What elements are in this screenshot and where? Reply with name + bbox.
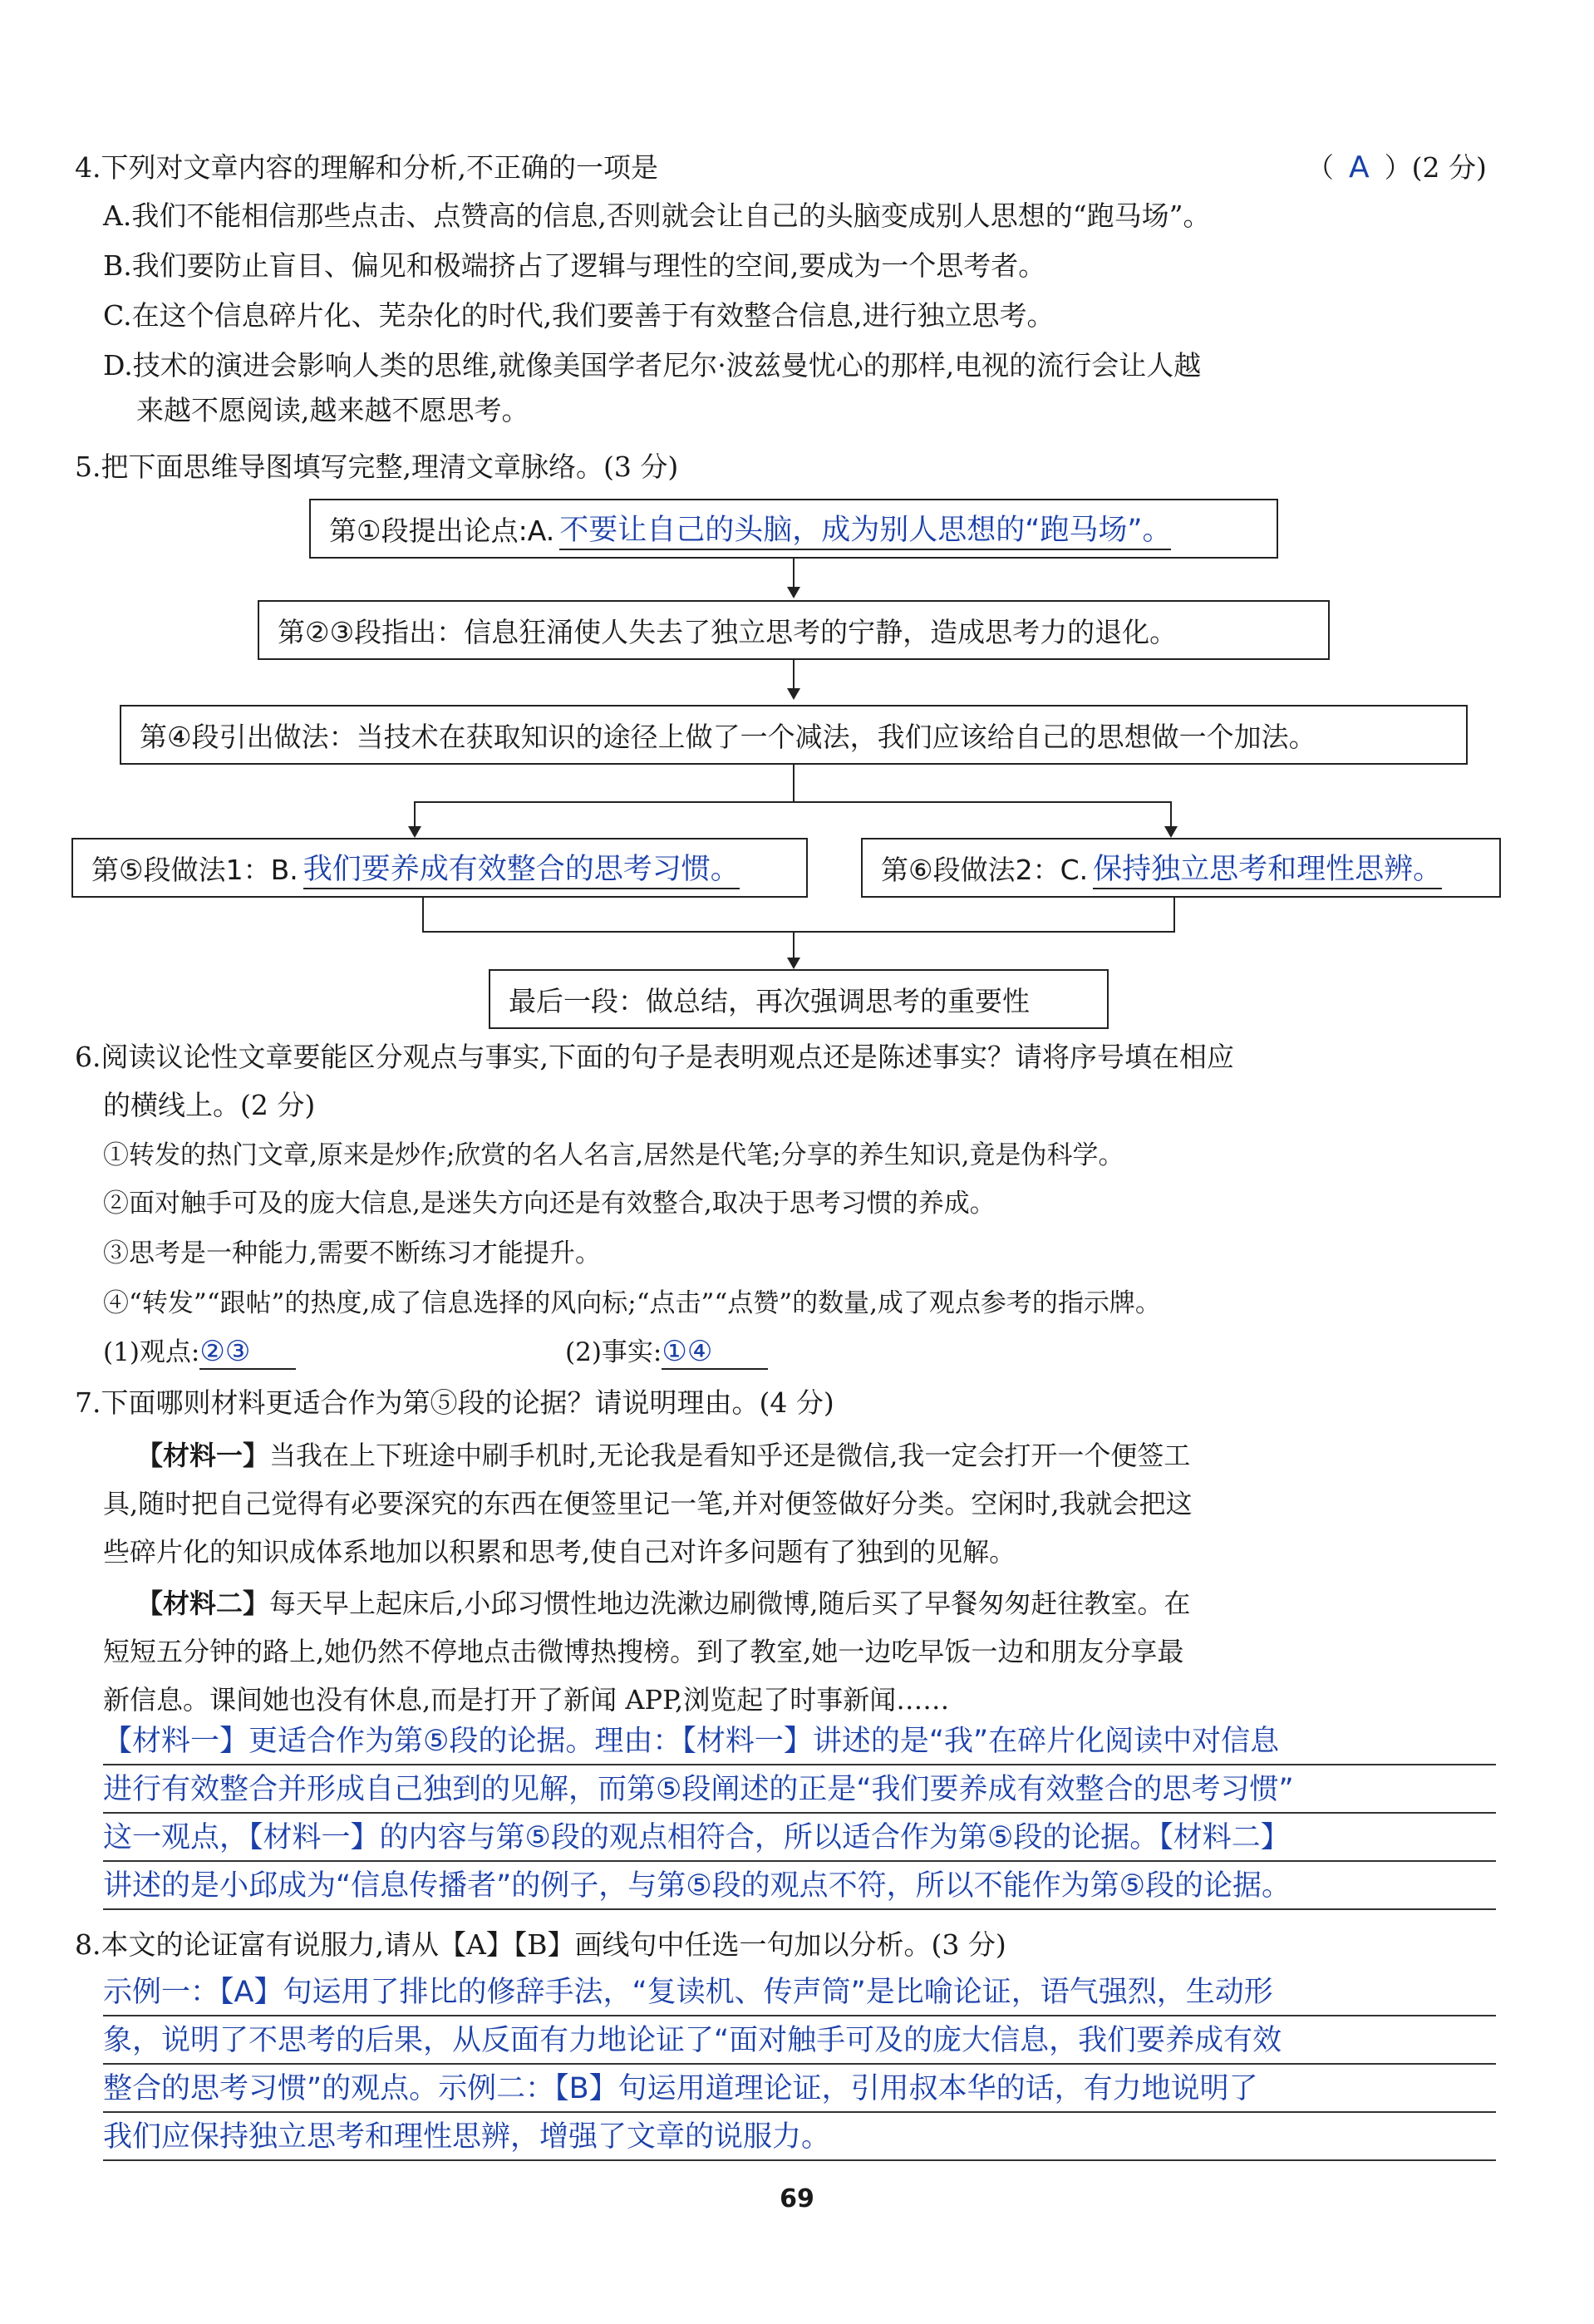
q4-option-c: C.在这个信息碎片化、芜杂化的时代,我们要善于有效整合信息,进行独立思考。: [103, 299, 1055, 332]
box1-answer: 不要让自己的头脑，成为别人思想的“跑马场”。: [559, 507, 1171, 550]
mindmap-box-2: 第②③段指出：信息狂涌使人失去了独立思考的宁静，造成思考力的退化。: [258, 600, 1330, 660]
q6-stem-line2: 的横线上。(2 分): [103, 1089, 316, 1121]
q6-item-3: ③思考是一种能力,需要不断练习才能提升。: [103, 1238, 601, 1268]
q6-fact-label: (2)事实:: [565, 1337, 662, 1367]
q7-answer-line-4: 讲述的是小邱成为“信息传播者”的例子，与第⑤段的观点不符，所以不能作为第⑤段的论据。: [103, 1869, 1291, 1903]
q6-view-answer: ②③: [199, 1335, 296, 1370]
mindmap-box-6: 最后一段：做总结，再次强调思考的重要性: [489, 969, 1109, 1029]
page-number: 69: [780, 2184, 814, 2213]
q8-answer-line-1: 示例一：【A】句运用了排比的修辞手法，“复读机、传声筒”是比喻论证，语气强烈，生动形: [103, 1976, 1273, 2009]
q7-stem: 7.下面哪则材料更适合作为第⑤段的论据？请说明理由。(4 分): [75, 1386, 834, 1419]
q4-option-a: A.我们不能相信那些点击、点赞高的信息,否则就会让自己的头脑变成别人思想的“跑马场”。: [103, 199, 1211, 232]
q7-material-1-line2: 具,随时把自己觉得有必要深究的东西在便签里记一笔,并对便签做好分类。空闲时,我就会把这: [103, 1488, 1193, 1519]
q7-material-2-tag: 【材料二】: [136, 1588, 270, 1619]
q4-answer: A: [1349, 150, 1370, 185]
box5-label: 第⑥段做法2：C.: [881, 853, 1089, 886]
q6-item-4: ④“转发”“跟帖”的热度,成了信息选择的风向标;“点击”“点赞”的数量,成了观点参考的指示牌。: [103, 1288, 1161, 1318]
q4-stem: 4.下列对文章内容的理解和分析,不正确的一项是: [75, 151, 658, 184]
mindmap-box-1: [309, 499, 1278, 559]
q8-answer-line-4: 我们应保持独立思考和理性思辨，增强了文章的说服力。: [103, 2120, 831, 2154]
q8-answer-line-3: 整合的思考习惯”的观点。示例二：【B】句运用道理论证，引用叔本华的话，有力地说明了: [103, 2072, 1258, 2105]
q7-material-2-line1: 【材料二】每天早上起床后,小邱习惯性地边洗漱边刷微博,随后买了早餐匆匆赶往教室。在: [136, 1588, 1191, 1619]
q6-fact: [565, 1335, 768, 1370]
box5-answer: 保持独立思考和理性思辨。: [1093, 846, 1442, 889]
q4-answer-slot: [1306, 150, 1487, 186]
q7-material-1-line1: 【材料一】当我在上下班途中刷手机时,无论我是看知乎还是微信,我一定会打开一个便签工: [136, 1440, 1191, 1471]
q4-option-d-cont: 来越不愿阅读,越来越不愿思考。: [136, 394, 529, 426]
q6-view: [103, 1335, 296, 1370]
q7-answer-line-3: 这一观点，【材料一】的内容与第⑤段的观点相符合，所以适合作为第⑤段的论据。【材料二】: [103, 1821, 1290, 1854]
q4-paren-close: ）(2 分): [1384, 151, 1487, 184]
box4-answer: 我们要养成有效整合的思考习惯。: [303, 846, 740, 889]
q7-answer-line-2: 进行有效整合并形成自己独到的见解，而第⑤段阐述的正是“我们要养成有效整合的思考习惯”: [103, 1773, 1294, 1806]
mindmap-box-4: [71, 838, 808, 898]
box4-label: 第⑤段做法1：B.: [91, 853, 298, 886]
q6-view-label: (1)观点:: [103, 1337, 200, 1367]
q6-item-1: ①转发的热门文章,原来是炒作;欣赏的名人名言,居然是代笔;分享的养生知识,竟是伪科学。: [103, 1140, 1124, 1170]
q8-answer-line-2: 象，说明了不思考的后果，从反面有力地论证了“面对触手可及的庞大信息，我们要养成有效: [103, 2024, 1282, 2057]
q7-material-2-line3: 新信息。课间她也没有休息,而是打开了新闻 APP,浏览起了时事新闻……: [103, 1684, 950, 1716]
q4-option-d: D.技术的演进会影响人类的思维,就像美国学者尼尔·波兹曼忧心的那样,电视的流行会让人越: [103, 349, 1202, 382]
q7-answer-line-1: 【材料一】更适合作为第⑤段的论据。理由：【材料一】讲述的是“我”在碎片化阅读中对信息: [103, 1725, 1280, 1758]
q6-item-2: ②面对触手可及的庞大信息,是迷失方向还是有效整合,取决于思考习惯的养成。: [103, 1189, 996, 1219]
q7-material-1-tag: 【材料一】: [136, 1440, 270, 1471]
q8-stem: 8.本文的论证富有说服力,请从【A】【B】画线句中任选一句加以分析。(3 分): [75, 1928, 1006, 1961]
box1-label: 第①段提出论点:A.: [329, 514, 555, 547]
q7-material-2-line2: 短短五分钟的路上,她仍然不停地点击微博热搜榜。到了教室,她一边吃早饭一边和朋友分享最: [103, 1636, 1184, 1667]
q7-material-1-line3: 些碎片化的知识成体系地加以积累和思考,使自己对许多问题有了独到的见解。: [103, 1536, 1016, 1568]
q4-paren-open: （: [1306, 151, 1334, 184]
q4-option-b: B.我们要防止盲目、偏见和极端挤占了逻辑与理性的空间,要成为一个思考者。: [103, 249, 1046, 282]
mindmap-box-5: [861, 838, 1501, 898]
q5-stem: 5.把下面思维导图填写完整,理清文章脉络。(3 分): [75, 451, 679, 483]
mindmap-box-3: 第④段引出做法：当技术在获取知识的途径上做了一个减法，我们应该给自己的思想做一个加法。: [120, 705, 1468, 765]
q6-stem-line1: 6.阅读议论性文章要能区分观点与事实,下面的句子是表明观点还是陈述事实？请将序号填在相应: [75, 1041, 1234, 1073]
q6-fact-answer: ①④: [662, 1335, 768, 1370]
